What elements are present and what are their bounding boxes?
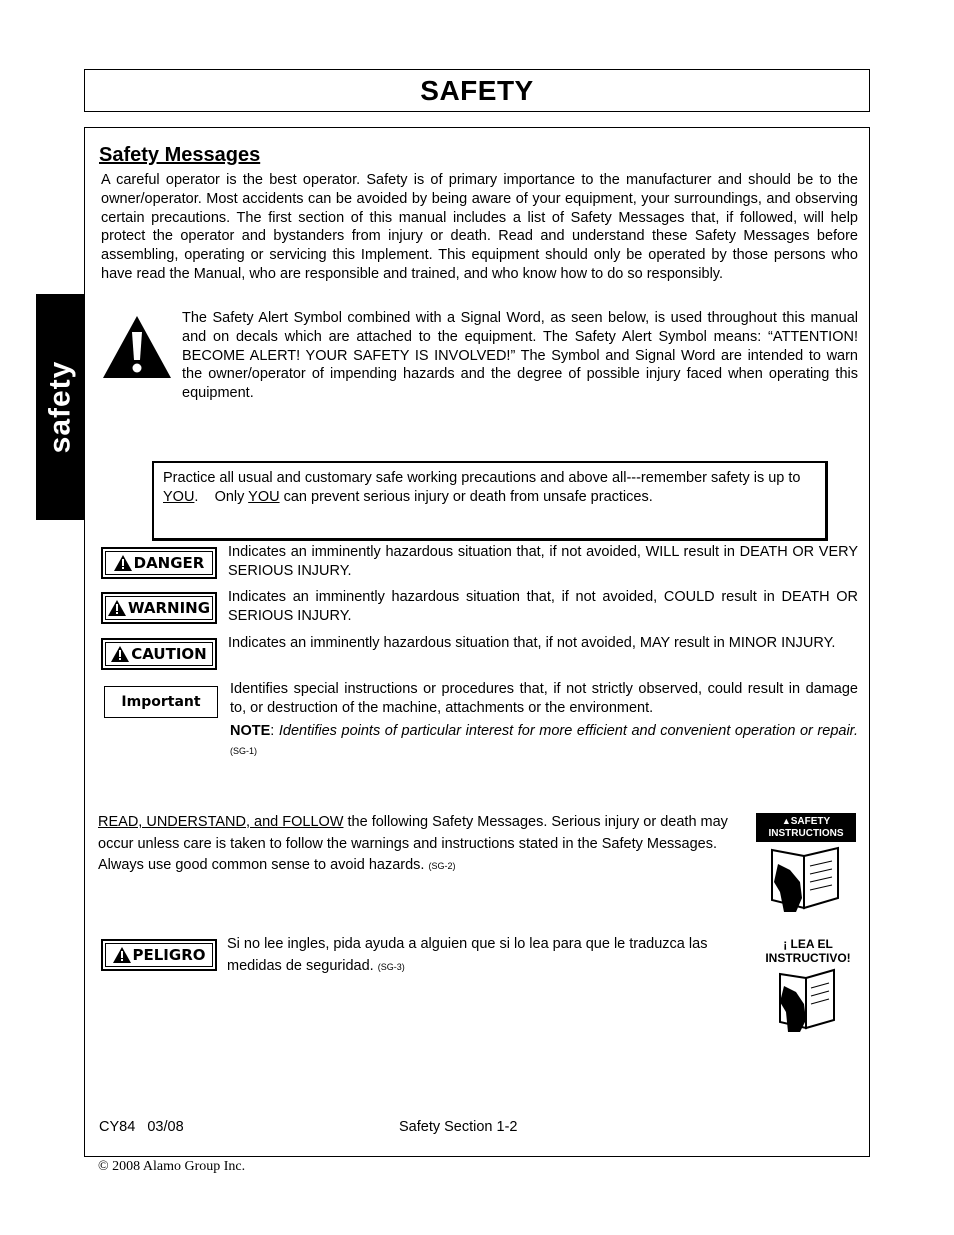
note-paragraph: NOTE: Identifies points of particular interest for more efficient and convenient operation or repair.(SG-1): [230, 723, 858, 756]
caution-badge-label: CAUTION: [131, 645, 207, 663]
danger-triangle-icon: [114, 555, 132, 571]
lea-line1: ¡ LEA EL: [783, 937, 833, 951]
intro-paragraph: A careful operator is the best operator. Safety is of primary importance to the manufacturer and should be to the owner/operator. Most accidents can be avoided by being aware of your equipment, your surroundings, and observing certain precautions. The first section of this manual includes a list of Safety Messages that, if followed, will help protect the operator and bystanders from injury or death. Read and understand these Safety Messages before assembling, operating or servicing this Implement. This equipment should only be operated by those persons who have read the Manual, who are responsible and trained, and who know how to do so responsibly.: [101, 172, 858, 282]
caution-badge: [101, 638, 217, 670]
read-follow-text: the following Safety Messages. Serious injury or death may occur unless care is taken to follow the warnings and instructions stated in the Safety Messages. Always use good common sense to avoid hazards.: [98, 814, 728, 873]
read-manual-hand-icon-2: [768, 966, 848, 1032]
note-label: NOTE: [230, 723, 271, 739]
danger-badge-label: DANGER: [133, 554, 205, 572]
main-content-box: [84, 127, 870, 1157]
safety-alert-triangle-icon: [101, 314, 173, 380]
footer-section-page: Safety Section 1-2: [399, 1119, 518, 1135]
warning-badge: [101, 592, 217, 624]
note-ref: (SG-1): [230, 746, 257, 756]
practice-you-1: YOU: [163, 488, 195, 505]
read-manual-hand-icon: [756, 842, 856, 912]
safety-instructions-decal: [756, 813, 856, 917]
read-follow-underlined: READ, UNDERSTAND, and FOLLOW: [98, 814, 344, 830]
caution-triangle-icon: [111, 646, 129, 662]
practice-text-mid: . Only: [194, 488, 249, 505]
important-badge: [104, 686, 218, 718]
practice-you-2: YOU: [248, 488, 280, 505]
side-tab: [36, 294, 84, 520]
peligro-ref: (SG-3): [377, 962, 405, 972]
peligro-text: Si no lee ingles, pida ayuda a alguien que si lo lea para que le traduzca las medidas de seguridad.: [227, 936, 708, 974]
important-description: Identifies special instructions or procedures that, if not strictly observed, could result in damage to, or destruction of the machine, attachments or the environment.: [230, 681, 858, 716]
practice-text-2: can prevent serious injury or death from unsafe practices.: [279, 488, 653, 505]
read-follow-paragraph: [98, 812, 738, 878]
footer-model-date: CY84 03/08: [99, 1119, 184, 1135]
alert-paragraph: The Safety Alert Symbol combined with a Signal Word, as seen below, is used throughout this manual and on decals which are attached to the equipment. The Safety Alert Symbol means: “ATTENTION! BECOME ALERT! YOUR SAFETY IS INVOLVED!” The Symbol and Signal Word are intended to warn the owner/operator of impending hazards and the degree of possible injury faced when operating this equipment.: [182, 310, 858, 402]
note-text: Identifies points of particular interest for more efficient and convenient operation or repair.: [278, 723, 858, 739]
warning-description: Indicates an imminently hazardous situation that, if not avoided, COULD result in DEATH OR SERIOUS INJURY.: [228, 589, 858, 624]
section-title: Safety Messages: [99, 144, 261, 166]
side-tab-label: safety: [43, 360, 76, 454]
read-follow-ref: (SG-2): [428, 861, 456, 871]
lea-line2: INSTRUCTIVO!: [765, 951, 851, 965]
caution-description: Indicates an imminently hazardous situation that, if not avoided, MAY result in MINOR INJURY.: [228, 635, 836, 651]
practice-text-1: Practice all usual and customary safe working precautions and above all---remember safety is up to: [163, 470, 801, 486]
peligro-badge: [101, 939, 217, 971]
safety-instructions-line2: INSTRUCTIONS: [768, 828, 844, 839]
warning-badge-label: WARNING: [127, 599, 211, 617]
safety-instructions-line1: SAFETY: [790, 816, 831, 827]
warning-triangle-icon: [108, 600, 126, 616]
safety-instructions-header: ▲SAFETY INSTRUCTIONS: [756, 813, 856, 842]
peligro-triangle-icon: [113, 947, 131, 963]
copyright: © 2008 Alamo Group Inc.: [98, 1159, 246, 1174]
danger-description: Indicates an imminently hazardous situation that, if not avoided, WILL result in DEATH OR VERY SERIOUS INJURY.: [228, 544, 858, 579]
danger-badge: [101, 547, 217, 579]
page-header-title: SAFETY: [420, 74, 534, 106]
peligro-badge-label: PELIGRO: [132, 946, 206, 964]
practice-safety-box: [152, 461, 828, 541]
header-box: [84, 69, 870, 112]
lea-instructivo-decal: [758, 937, 858, 965]
peligro-paragraph: [227, 933, 757, 978]
important-badge-label: Important: [121, 694, 201, 710]
